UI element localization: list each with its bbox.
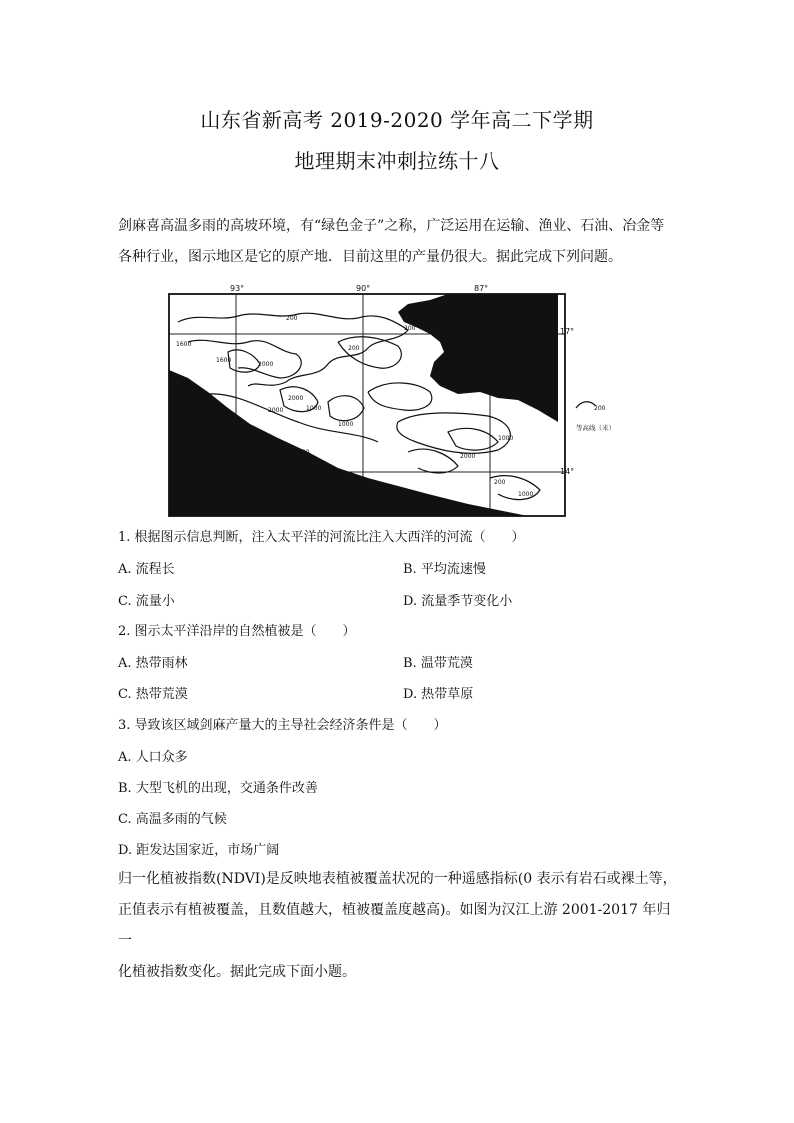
lon-label-87: 87° <box>474 284 489 293</box>
q3-option-d: D. 距发达国家近，市场广阔 <box>118 843 280 858</box>
contour-label: 200 <box>298 449 310 456</box>
intro-paragraph-2 <box>118 864 678 988</box>
lon-label-93: 93° <box>230 284 245 293</box>
contour-label: 1000 <box>306 405 322 412</box>
q2-option-c: C. 热带荒漠 <box>118 687 188 702</box>
q2-option-b: B. 温带荒漠 <box>403 656 473 671</box>
q2-option-a: A. 热带雨林 <box>118 656 188 671</box>
question-1-stem: 1. 根据图示信息判断，注入太平洋的河流比注入大西洋的河流（ ） <box>118 530 525 545</box>
intro-paragraph-1 <box>118 211 678 273</box>
contour-label: 200 <box>286 315 298 322</box>
question-3-stem: 3. 导致该区域剑麻产量大的主导社会经济条件是（ ） <box>118 718 447 733</box>
contour-label: 1000 <box>338 421 354 428</box>
q3-option-b: B. 大型飞机的出现，交通条件改善 <box>118 781 318 796</box>
contour-label: 2000 <box>460 453 476 460</box>
q1-option-c: C. 流量小 <box>118 594 175 609</box>
q1-option-d: D. 流量季节变化小 <box>403 594 513 609</box>
contour-label: 2000 <box>288 395 304 402</box>
contour-label: 1600 <box>216 357 232 364</box>
lat-label-14: 14° <box>560 467 575 476</box>
intro-line: 剑麻喜高温多雨的高坡环境，有“绿色金子”之称，广泛运用在运输、渔业、石油、冶金等 <box>118 218 665 234</box>
q3-option-c: C. 高温多雨的气候 <box>118 812 227 827</box>
intro-line: 化植被指数变化。据此完成下面小题。 <box>118 964 356 980</box>
legend-value: 200 <box>594 405 606 412</box>
contour-label: 200 <box>494 479 506 486</box>
intro-line: 各种行业，图示地区是它的原产地．目前这里的产量仍很大。据此完成下列问题。 <box>118 249 622 265</box>
page-subtitle: 地理期末冲刺拉练十八 <box>294 149 500 173</box>
lon-label-90: 90° <box>356 284 371 293</box>
intro-line: 归一化植被指数(NDVI)是反映地表植被覆盖状况的一种遥感指标(0 表示有岩石或裸土等， <box>118 871 677 887</box>
q3-option-a: A. 人口众多 <box>118 750 188 765</box>
intro-line: 正值表示有植被覆盖，且数值越大，植被覆盖度越高)。如图为汉江上游 2001-2017 年归一 <box>118 902 671 949</box>
q1-option-b: B. 平均流速慢 <box>403 562 486 577</box>
contour-label: 1000 <box>498 435 514 442</box>
contour-label: 2000 <box>258 361 274 368</box>
contour-label: 200 <box>404 325 416 332</box>
contour-label: 2000 <box>268 407 284 414</box>
legend-contour-symbol <box>576 402 596 408</box>
map-legend <box>576 402 615 432</box>
question-2-stem: 2. 图示太平洋沿岸的自然植被是（ ） <box>118 624 356 639</box>
contour-label: 1000 <box>518 491 534 498</box>
contour-label: 200 <box>348 345 360 352</box>
page-title: 山东省新高考 2019-2020 学年高二下学期 <box>200 108 594 132</box>
contour-label: 1600 <box>176 341 192 348</box>
lat-label-17: 17° <box>560 327 575 336</box>
q2-option-d: D. 热带草原 <box>403 687 474 702</box>
q1-option-a: A. 流程长 <box>118 562 175 577</box>
contour-map <box>168 282 616 518</box>
legend-label: 等高线（米） <box>576 424 615 432</box>
